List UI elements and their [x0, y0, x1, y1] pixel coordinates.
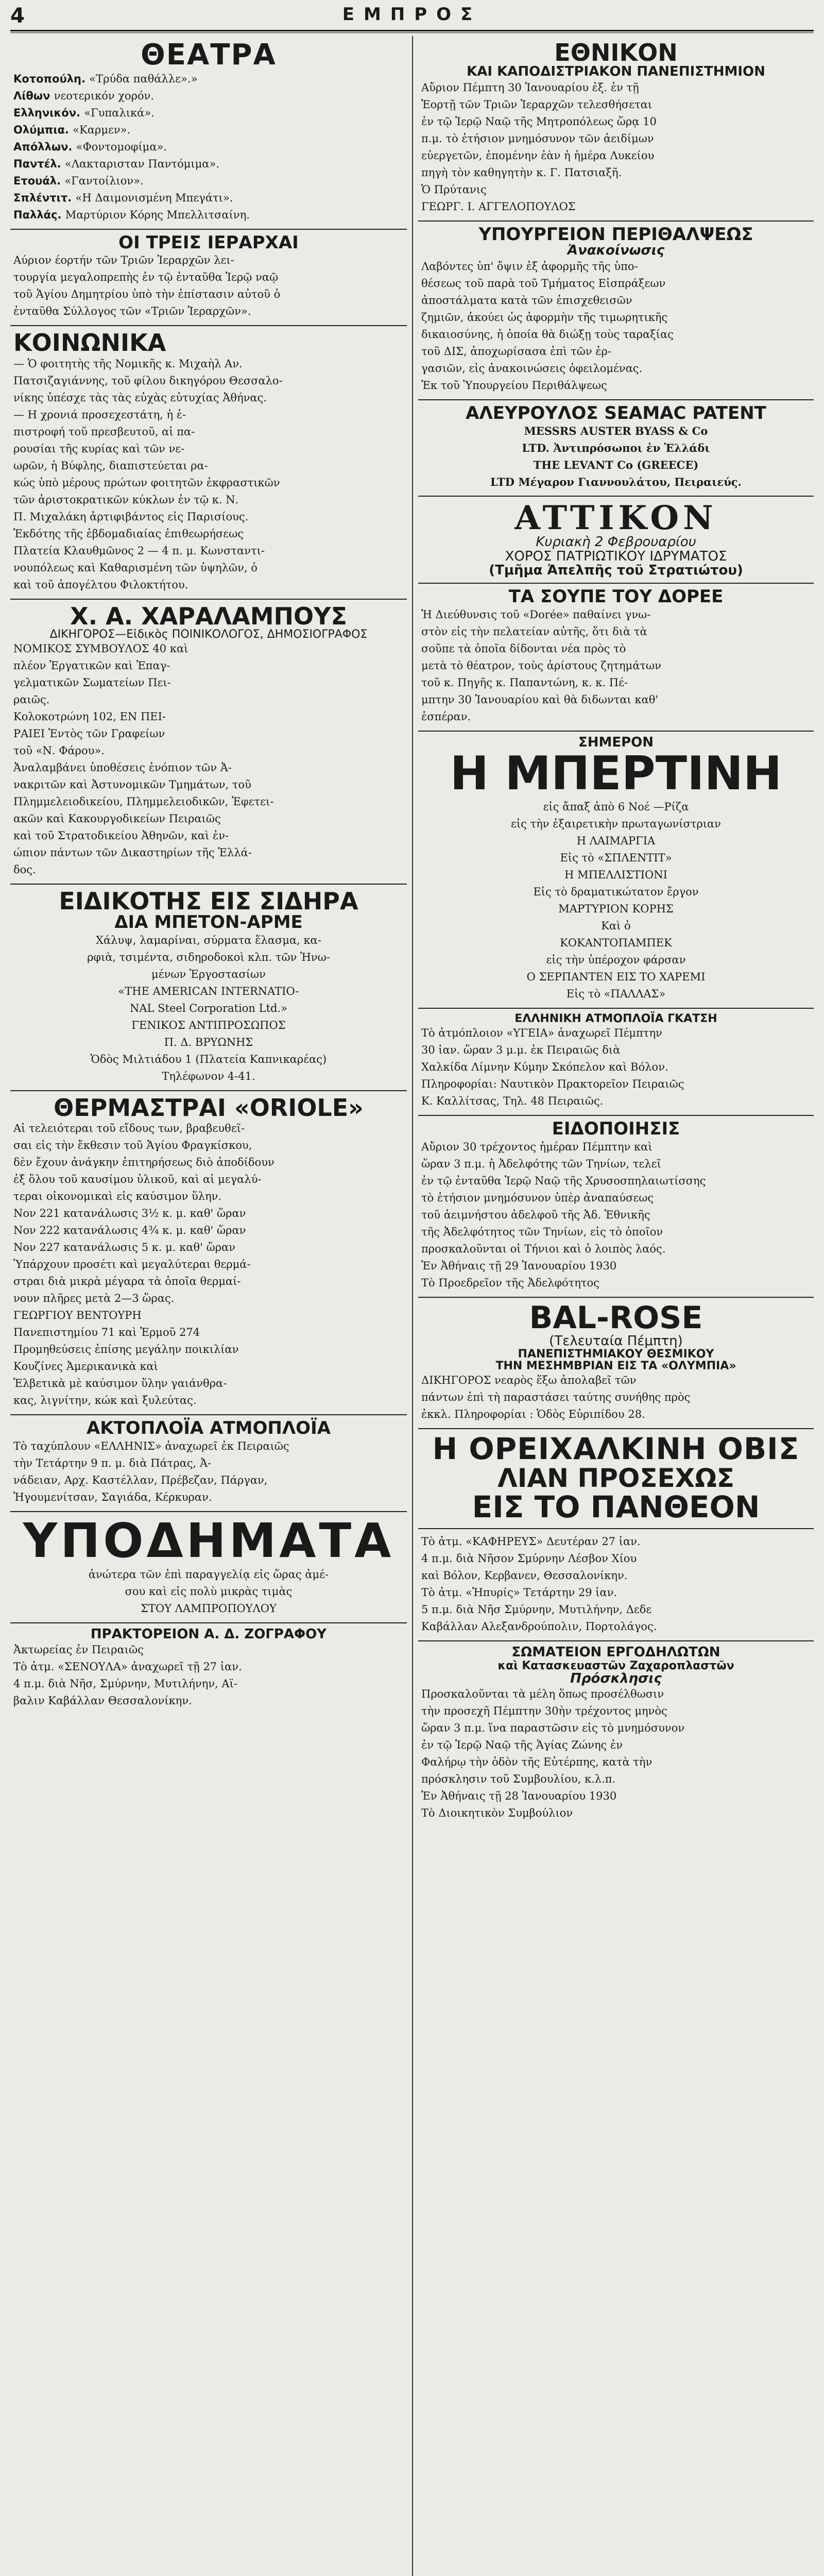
text-line: LTD. Ἀντιπρόσωποι ἐν Ἑλλάδι [522, 442, 710, 455]
balrose-section [418, 1298, 814, 1429]
text-line: νακριτῶν καὶ Ἀστυνομικῶν Τμημάτων, τοῦ [13, 778, 251, 791]
oreixalkini-soon: ΛΙΑΝ ΠΡΟΣΕΧΩΣ [497, 1463, 734, 1493]
aktoploia-section [10, 1415, 407, 1512]
text-line: νάδειαν, Αρχ. Καστέλλαν, Πρέβεζαν, Πάργαν, [13, 1474, 268, 1487]
theatre-show: «Τρύδα παθάλλε».» [89, 72, 198, 85]
text-line: ἐν τῷ ἐνταῦθα Ἱερῷ Ναῷ τῆς Χρυσοσπηλαιωτίσσης [421, 1174, 706, 1187]
text-line: ἀποστάλματα κατὰ τῶν ἐπισχεθεισῶν [421, 294, 632, 307]
ypourgeion-title: ΥΠΟΥΡΓΕΙΟΝ ΠΕΡΙΘΑΛΨΕΩΣ [478, 224, 753, 245]
text-line: ΓΕΩΡΓΙΟΥ ΒΕΝΤΟΥΡΗ [13, 1309, 142, 1322]
text-line: ΓΕΩΡΓ. Ι. ΑΓΓΕΛΟΠΟΥΛΟΣ [421, 200, 576, 213]
text-line: τὸ ἐτήσιον μνημόσυνον ὑπὲρ ἀναπαύσεως [421, 1191, 654, 1204]
text-line: Λαβόντες ὑπ' ὄψιν ἐξ ἀφορμῆς τῆς ὑπο- [421, 260, 638, 273]
text-line: 5 π.μ. διὰ Νῆσ Σμύρνην, Μυτιλήνην, Δεδε [421, 1603, 652, 1616]
text-line: εὐεργετῶν, ἐπομένην ἐὰν ἡ ἡμέρα Λυκείου [421, 149, 655, 162]
text-line: — Ὁ φοιτητὴς τῆς Νομικῆς κ. Μιχαὴλ Αν. [13, 357, 243, 370]
text-line: ΚΟΚΑΝΤΟΠΑΜΠΕΚ [560, 936, 672, 949]
theatre-show: «Λακταρισταν Παντόμιμα». [64, 157, 220, 170]
text-line: ἀνώτερα τῶν ἐπὶ παραγγελίᾳ εἰς ὥρας ἀμέ- [88, 1568, 329, 1581]
text-line: σου καὶ εἰς πολὺ μικρὰς τιμὰς [125, 1585, 293, 1598]
text-line: στὸν εἰς τὴν πελατείαν αὐτῆς, ὅτι διὰ τὰ [421, 625, 647, 638]
text-line: σοῦπε τὰ ὁποῖα δίδονται νέα πρὸς τὸ [421, 642, 626, 655]
text-line: ὥραν 3 π.μ. ἵνα παραστῶσιν εἰς τὸ μνημόσυνον [421, 1722, 685, 1735]
text-line: Εἰς τὸ «ΣΠΛΕΝΤΙΤ» [560, 851, 672, 864]
somateion-text [421, 1686, 811, 1822]
text-line: Ἡγουμενίτσαν, Σαγιάδα, Κέρκυραν. [13, 1491, 212, 1504]
theatra-section [10, 36, 407, 230]
text-line: ζημιῶν, ἀκούει ὡς ἀφορμὴν τῆς τιμωρητικῆς [421, 311, 668, 324]
text-line: βαλιν Καβάλλαν Θεσσαλονίκην. [13, 1694, 192, 1707]
soupes-section [418, 584, 814, 732]
alevizos-section [418, 400, 814, 497]
text-line: Τὸ Διοικητικὸν Συμβούλιον [421, 1807, 573, 1820]
theatre-show: «Η Δαιμονισμένη Μπεγάτι». [75, 191, 233, 204]
theatre-entry [13, 71, 404, 88]
theatre-venue: Παλλάς. [13, 208, 65, 221]
text-line: μπτην 30 Ἰανουαρίου καὶ θὰ διδωνται καθ' [421, 693, 659, 706]
eidikotis-title: ΕΙΔΙΚΟΤΗΣ ΕΙΣ ΣΙΔΗΡΑ [59, 887, 358, 916]
text-line: Κουζίνες Ἀμερικανικὰ καὶ [13, 1360, 158, 1373]
theatre-show: «Γαντοίλιον». [64, 174, 144, 187]
balrose-text [421, 1372, 811, 1423]
alevizos-text [421, 422, 811, 490]
soupes-text [421, 606, 811, 725]
text-line: Πληροφορίαι: Ναυτικὸν Πρακτορεῖον Πειραιῶς [421, 1077, 684, 1090]
oreixalkini-venue: ΕΙΣ ΤΟ ΠΑΝΘΕΟΝ [472, 1489, 760, 1525]
text-line: ἐνταῦθα Σύλλογος τῶν «Τριῶν Ἱεραρχῶν». [13, 305, 251, 318]
theatre-show: «Καρμεν». [73, 123, 131, 136]
theatre-venue: Παντέλ. [13, 157, 65, 170]
text-line: Ὁδὸς Μιλτιάδου 1 (Πλατεία Καπνικαρέας) [90, 1053, 327, 1066]
panellinios-section [418, 1529, 814, 1641]
treis-ierarxai-text [13, 252, 404, 320]
thermastrai-title: ΘΕΡΜΑΣΤΡΑΙ «ORIOLE» [54, 1094, 364, 1122]
text-line: ΓΕΝΙΚΟΣ ΑΝΤΙΠΡΟΣΩΠΟΣ [131, 1019, 286, 1032]
aktoploia-text [13, 1438, 404, 1506]
text-line: ΣΤΟΥ ΛΑΜΠΡΟΠΟΥΛΟΥ [141, 1602, 277, 1615]
eidopoiisis-title: ΕΙΔΟΠΟΙΗΣΙΣ [552, 1118, 680, 1139]
oreixalkini-title: Η ΟΡΕΙΧΑΛΚΙΝΗ ΟΒΙΣ [432, 1431, 800, 1467]
text-line: ἐκκλ. Πληροφορίαι : Ὁδὸς Εὐριπίδου 28. [421, 1408, 645, 1421]
text-line: Τὸ ἀτμόπλοιον «ΥΓΕΙΑ» ἀναχωρεῖ Πέμπτην [421, 1026, 662, 1039]
text-line: τὴν προσεχῆ Πέμπτην 30ὴν τρέχοντος μηνὸς [421, 1705, 667, 1718]
eidikotis-subtitle: ΔΙΑ ΜΠΕΤΟΝ-ΑΡΜΕ [114, 912, 303, 933]
text-line: τοῦ «Ν. Φάρου». [13, 744, 105, 757]
text-line: ΔΙΚΗΓΟΡΟΣ νεαρὸς ἕξω ἀπολαβεῖ τῶν [421, 1374, 637, 1387]
text-line: πηγὴ τὸν καθηγητὴν κ. Γ. Πατσιαξῆ. [421, 166, 622, 179]
text-line: κώς ὑπὸ μέρους πρώτων φοιτητῶν ἐκφραστικῶν [13, 476, 280, 489]
text-line: NAL Steel Corporation Ltd.» [130, 1002, 287, 1015]
text-line: Αἱ τελειότεραι τοῦ εἴδους των, βραβευθεῖ- [13, 1122, 245, 1135]
text-line: Πλημμελειοδικείου, Πλημμελειοδικῶν, Ἐφετει- [13, 795, 274, 808]
text-line: νουν πλῆρες μετὰ 2—3 ὥρας. [13, 1292, 175, 1305]
text-line: τεραι οἰκονομικαὶ εἰς καύσιμον ὕλην. [13, 1190, 222, 1203]
oreixalkini-section [418, 1429, 814, 1529]
text-line: Νον 227 κατανάλωσις 5 κ. μ. καθ' ὥραν [13, 1241, 236, 1254]
thermastrai-section [10, 1091, 407, 1415]
text-line: Καὶ ὁ [601, 919, 631, 932]
text-line: ρφιὰ, τσιμέντα, σιδηροδοκοὶ κλπ. τῶν Ἡνω- [87, 951, 330, 964]
text-line: εἰς τὴν ὑπέροχον φάρσαν [546, 953, 686, 966]
text-line: ρουσίαι τῆς κυρίας καὶ τῶν νε- [13, 442, 185, 455]
simeron-label: ΣΗΜΕΡΟΝ [578, 735, 654, 751]
text-line: Αὔριον 30 τρέχοντος ἡμέραν Πέμπτην καὶ [421, 1140, 653, 1153]
text-line: Ὑπάρχουν προσέτι καὶ μεγαλύτεραι θερμά- [13, 1258, 251, 1271]
text-line: Πατσιζαγιάννης, τοῦ φίλου δικηγόρου Θεσσαλο- [13, 374, 283, 387]
theatre-entry [13, 105, 404, 122]
theatra-list [13, 71, 404, 224]
text-line: θέσεως τοῦ παρὰ τοῦ Τμήματος Εἰσπράξεων [421, 277, 666, 290]
text-line: Πλατεία Κλαυθμῶνος 2 — 4 π. μ. Κωνσταντι- [13, 544, 265, 557]
text-line: Εἰς τὸ «ΠΑΛΛΑΣ» [566, 987, 666, 1000]
treis-ierarxai-section [10, 230, 407, 327]
ypodimata-section [10, 1512, 407, 1623]
theatre-venue: Ελληνικόν. [13, 106, 84, 119]
praktoreion-text [13, 1641, 404, 1709]
text-line: Τὸ ἀτμ. «Ἡπυρίς» Τετάρτην 29 ἰαν. [421, 1586, 617, 1599]
text-line: Τὸ ἀτμ. «ΚΑΦΗΡΕΥΣ» Δευτέραν 27 ἰαν. [421, 1535, 641, 1548]
theatre-venue: Σπλέντιτ. [13, 191, 76, 204]
text-line: πιστροφή τοῦ πρεσβευτοῦ, αἱ πα- [13, 425, 195, 438]
text-line: ΡΑΙΕΙ Ἐντὸς τῶν Γραφείων [13, 727, 165, 740]
elliniki-atmoploia-section [418, 1009, 814, 1116]
eidopoiisis-text [421, 1139, 811, 1292]
attikon-event: ΧΟΡΟΣ ΠΑΤΡΙΩΤΙΚΟΥ ΙΔΡΥΜΑΤΟΣ [505, 548, 727, 564]
text-line: Ἐλβετικὰ μὲ καύσιμον ὕλην γαιάνθρα- [13, 1377, 227, 1390]
elliniki-atmoploia-title: ΕΛΛΗΝΙΚΗ ΑΤΜΟΠΛΟΪΑ ΓΚΑΤΣΗ [514, 1012, 717, 1025]
text-line: τοῦ ΔΙΣ, ἀποχωρίσασα ἐπὶ τῶν ἐρ- [421, 345, 611, 358]
balrose-organizer: ΠΑΝΕΠΙΣΤΗΜΙΑΚΟΥ ΘΕΣΜΙΚΟΥ [518, 1347, 714, 1361]
text-line: δικαιοσύνης, ἡ ὁποία θὰ διώξῃ τοὺς ταραξίας [421, 328, 674, 341]
theatra-title: ΘΕΑΤΡΑ [141, 38, 277, 72]
text-line: καὶ Βόλον, Κερβανεν, Θεσσαλονίκην. [421, 1569, 628, 1582]
left-column [10, 36, 407, 2576]
text-line: δὲν ἔχουν ἀνάγκην ἐπιτηρήσεως διὸ ἀποδίδουν [13, 1156, 274, 1169]
text-line: ραιῶς. [13, 693, 50, 706]
theatre-show: «Φοντομοφίμα». [76, 140, 167, 153]
eidopoiisis-section [418, 1116, 814, 1298]
balrose-title: BAL-ROSE [529, 1299, 703, 1336]
text-line: π.μ. τὸ ἐτήσιον μνημόσυνον τῶν ἀειδίμων [421, 132, 654, 145]
panellinios-text [421, 1533, 811, 1635]
theatre-entry [13, 139, 404, 156]
text-line: Τὸ ταχύπλουν «ΕΛΛΗΝΙΣ» ἀναχωρεῖ ἐκ Πειραιῶς [13, 1440, 289, 1453]
text-line: προσκαλοῦνται οἱ Τήνιοι καὶ ὁ λοιπὸς λαός. [421, 1242, 666, 1255]
theatre-show: Μαρτύριον Κόρης Μπελλιτσαίνη. [65, 208, 250, 221]
ypodimata-text [13, 1566, 404, 1617]
masthead [10, 4, 814, 28]
text-line: MESSRS AUSTER BYASS & Co [524, 425, 708, 438]
text-line: τοῦ ἀειμνήστου ἀδελφοῦ τῆς Ἀδ. Ἐθνικῆς [421, 1208, 650, 1221]
text-line: Τηλέφωνον 4-41. [162, 1070, 255, 1083]
text-line: πλέον Ἐργατικῶν καὶ Ἐπαγ- [13, 659, 170, 672]
page-number: 4 [10, 4, 25, 28]
text-line: καὶ τοῦ Στρατοδικείου Ἀθηνῶν, καὶ ἐν- [13, 829, 229, 842]
ypourgeion-text [421, 258, 811, 394]
text-line: Ἑορτῇ τῶν Τριῶν Ἱεραρχῶν τελεσθήσεται [421, 98, 653, 111]
text-line: Προμηθεύσεις ἐπίσης μεγάλην ποικιλίαν [13, 1343, 239, 1356]
ypourgeion-subtitle: Ἀνακοίνωσις [567, 243, 665, 259]
aktoploia-title: ΑΚΤΟΠΛΟΪΑ ΑΤΜΟΠΛΟΪΑ [86, 1418, 331, 1439]
text-line: Αὔριον Πέμπτη 30 Ἰανουαρίου ἐξ. ἐν τῇ [421, 81, 639, 94]
praktoreion-title: ΠΡΑΚΤΟΡΕΙΟΝ Α. Δ. ΖΟΓΡΑΦΟΥ [90, 1626, 327, 1642]
text-line: ἑσπέραν. [421, 710, 471, 723]
text-line: Προσκαλοῦνται τὰ μέλη ὅπως προσέλθωσιν [421, 1688, 664, 1701]
text-line: τουργία μεγαλοπρεπὴς ἐν τῷ ἐνταῦθα Ἱερῷ ναῷ [13, 271, 279, 284]
attikon-note: (Τμῆμα Ἀπελπῆς τοῦ Στρατιώτου) [489, 563, 743, 579]
theatre-venue: Κοτοπούλη. [13, 72, 90, 85]
kharalampous-subtitle: ΔΙΚΗΓΟΡΟΣ—Εἰδικὸς ΠΟΙΝΙΚΟΛΟΓΟΣ, ΔΗΜΟΣΙΟΓΡΑΦΟΣ [49, 628, 368, 641]
text-line: μένων Ἐργοστασίων [151, 968, 266, 981]
text-line: γασιῶν, εἰς ἀνακοινώσεις ὀφειλομένας. [421, 362, 643, 375]
kharalampous-text [13, 640, 404, 878]
text-line: Κολοκοτρώνη 102, ΕΝ ΠΕΙ- [13, 710, 166, 723]
text-line: ΝΟΜΙΚΟΣ ΣΥΜΒΟΥΛΟΣ 40 καὶ [13, 642, 188, 655]
ethnikon-section [418, 36, 814, 222]
text-line: γελματικῶν Σωματείων Πει- [13, 676, 171, 689]
theatre-venue: Ετουάλ. [13, 174, 65, 187]
text-line: Π. Μιχαλάκη ἀρτιφιβάντος εἰς Παρισίους. [13, 510, 249, 523]
text-line: πρόσκλησιν τοῦ Συμβουλίου, κ.λ.π. [421, 1773, 616, 1786]
text-line: νίκης ὑπέσχε τὰς τὰς εὐχὰς εὐτυχίας Ἀθήνας. [13, 391, 267, 404]
text-line: — Η χρονιά προσεχεστάτη, ἡ ἐ- [13, 408, 186, 421]
theatre-entry [13, 156, 404, 173]
kharalampous-section [10, 600, 407, 885]
text-line: 30 ἰαν. ὥραν 3 μ.μ. ἐκ Πειραιῶς διὰ [421, 1043, 621, 1056]
simeron-section [418, 732, 814, 1009]
elliniki-atmoploia-text [421, 1025, 811, 1110]
simeron-title: Η ΜΠΕΡΤΙΝΗ [450, 747, 782, 801]
text-line: 4 π.μ. διὰ Νῆσ, Σμύρνην, Μυτιλήνην, Αϊ- [13, 1677, 237, 1690]
text-line: ακῶν καὶ Κακουργοδικείων Πειραιῶς [13, 812, 221, 825]
theatre-venue: Ολύμπια. [13, 123, 73, 136]
text-line: τὴν Τετάρτην 9 π. μ. διὰ Πάτρας, Ἀ- [13, 1457, 212, 1470]
text-line: μετὰ τὸ θέατρον, τοὺς ἀρίστους ζητημάτων [421, 659, 661, 672]
text-line: σαι εἰς τὴν ἔκθεσιν τοῦ Ἁγίου Φραγκίσκου, [13, 1139, 252, 1152]
text-line: τοῦ Ἁγίου Δημητρίου ὑπὸ τὴν ἐπίστασιν αὐτοῦ ὁ [13, 288, 281, 301]
somateion-subtitle: Πρόσκλησις [570, 1670, 662, 1686]
text-line: τῶν ἀριστοκρατικῶν κύκλων ἐν τῷ κ. Ν. [13, 493, 239, 506]
text-line: εἰς ἄπαξ ἀπὸ 6 Νοέ —Ρίζα [543, 800, 689, 813]
attikon-section [418, 497, 814, 584]
text-line: Αύριον έορτήν τῶν Τριῶν Ἱεραρχῶν λει- [13, 254, 234, 267]
text-line: νουπόλεως καὶ Καθαρισμένη τῶν ὑψηλῶν, ὁ [13, 561, 258, 574]
text-line: Νον 221 κατανάλωσις 3½ κ. μ. καθ' ὥραν [13, 1207, 246, 1220]
text-line: ἐξ ὅλου τοῦ καυσίμου ὑλικοῦ, καὶ αἱ μεγαλύ- [13, 1173, 262, 1186]
attikon-date: Κυριακὴ 2 Φεβρουαρίου [536, 534, 696, 550]
theatre-entry [13, 88, 404, 105]
soupes-title: ΤΑ ΣΟΥΠΕ ΤΟΥ ΔΟΡΕΕ [508, 586, 724, 607]
text-line: ωρῶν, ἡ Βύφλης, διαπιστεύεται ρα- [13, 459, 208, 472]
theatre-entry [13, 207, 404, 224]
ethnikon-title: ΕΘΝΙΚΟΝ [554, 39, 678, 66]
text-line: ὥραν 3 π.μ. ἡ Ἀδελφότης τῶν Τηνίων, τελεῖ [421, 1157, 661, 1170]
text-line: Π. Δ. ΒΡΥΩΝΗΣ [164, 1036, 253, 1049]
simeron-text [421, 799, 811, 1003]
text-line: Ἐκ τοῦ Ὑπουργείου Περιθάλψεως [421, 379, 607, 392]
text-line: 4 π.μ. διὰ Νῆσον Σμύρνην Λέσβον Χίου [421, 1552, 637, 1565]
text-line: Χάλυψ, λαμαρίναι, σύρματα ἕλασμα, κα- [96, 934, 321, 947]
text-line: Νον 222 κατανάλωσις 4¾ κ. μ. καθ' ὥραν [13, 1224, 246, 1237]
attikon-title: ATTIKON [514, 499, 717, 538]
column-divider [412, 36, 413, 2576]
ethnikon-subtitle: ΚΑΙ ΚΑΠΟΔΙΣΤΡΙΑΚΟΝ ΠΑΝΕΠΙΣΤΗΜΙΟΝ [467, 64, 765, 80]
text-line: Ο ΣΕΡΠΑΝΤΕΝ ΕΙΣ ΤΟ ΧΑΡΕΜΙ [526, 970, 706, 983]
text-line: ΜΑΡΤΥΡΙΟΝ ΚΟΡΗΣ [558, 902, 674, 915]
masthead-rule [10, 30, 814, 33]
text-line: εἰς τὴν ἐξαιρετικὴν πρωταγωνίστριαν [511, 817, 721, 830]
balrose-venue: ΤΗΝ ΜΕΣΗΜΒΡΙΑΝ ΕΙΣ ΤΑ «ΟΛΥΜΠΙΑ» [495, 1360, 736, 1372]
eidikotis-text [13, 932, 404, 1085]
text-line: τοῦ κ. Πηγῆς κ. Παπαντώνη, κ. κ. Πέ- [421, 676, 628, 689]
text-line: Ἀναλαμβάνει ὑποθέσεις ἐνόπιον τῶν Ἀ- [13, 761, 232, 774]
thermastrai-text [13, 1120, 404, 1409]
theatre-entry [13, 122, 404, 139]
text-line: Φαλήρῳ τὴν ὁδὸν τῆς Εὐτέρπης, κατὰ τὴν [421, 1756, 653, 1769]
text-line: Η ΜΠΕΛΛΙΣΤΙΟΝΙ [564, 868, 667, 881]
text-line: πάντων ἐπὶ τὴ παραστάσει ταύτης συνήθης πρὸς [421, 1391, 691, 1404]
text-line: Ἐκδότης τῆς ἐβδομαδιαίας ἐπιθεωρήσεως [13, 527, 244, 540]
text-line: Η ΛΑΙΜΑΡΓΙΑ [576, 834, 656, 847]
text-line: Ἐν Ἀθήναις τῇ 28 Ἰανουαρίου 1930 [421, 1790, 617, 1803]
somateion-title2: καὶ Κατασκευαστῶν Ζαχαροπλαστῶν [497, 1659, 734, 1672]
koinonika-text [13, 355, 404, 594]
text-line: THE LEVANT Co (GREECE) [533, 459, 699, 472]
somateion-title: ΣΩΜΑΤΕΙΟΝ ΕΡΓΟΔΗΛΩΤΩΝ [511, 1645, 720, 1660]
text-line: τῆς Ἀδελφότητος τῶν Τηνίων, εἰς τὸ ὁποῖον [421, 1225, 663, 1238]
theatre-show: νεοτερικόν χορόν. [54, 89, 154, 102]
ethnikon-text [421, 79, 811, 215]
text-line: Χαλκίδα Λίμνην Κύμην Σκόπελον καὶ Βόλον. [421, 1060, 668, 1073]
theatre-entry [13, 190, 404, 207]
somateion-section [418, 1641, 814, 1827]
text-line: Κ. Καλλίτσας, Τηλ. 48 Πειραιῶς. [421, 1094, 604, 1107]
text-line: ώπιον πάντων τῶν Δικαστηρίων τῆς Ἑλλά- [13, 846, 252, 859]
text-line: «THE AMERICAN INTERNATIO- [118, 985, 299, 998]
text-line: Τὸ ἀτμ. «ΣΕΝΟΥΛΑ» ἀναχωρεῖ τῇ 27 ἰαν. [13, 1660, 242, 1673]
text-line: LTD Μέγαρον Γιαννουλάτου, Πειραιεύς. [490, 476, 742, 489]
text-line: δος. [13, 863, 36, 876]
text-line: ἐν τῷ Ἱερῷ Ναῷ τῆς Μητροπόλεως ὥρᾳ 10 [421, 115, 657, 128]
text-line: ἐν τῷ Ἱερῷ Ναῷ τῆς Ἁγίας Ζώνης ἐν [421, 1739, 623, 1752]
koinonika-section [10, 326, 407, 599]
text-line: Ἡ Διεύθυνσις τοῦ «Dorée» παθαίνει γνω- [421, 608, 651, 621]
text-line: καὶ τοῦ ἀπογέλτου Φιλοκτήτου. [13, 578, 188, 591]
text-line: Καβάλλαν Αλεξανδρούπολιν, Πορτολάγος. [421, 1620, 657, 1633]
theatre-entry [13, 173, 404, 190]
ypodimata-title: ΥΠΟΔΗΜΑΤΑ [23, 1513, 394, 1569]
treis-ierarxai-title: ΟΙ ΤΡΕΙΣ ΙΕΡΑΡΧΑΙ [118, 232, 299, 253]
text-line: Ἐν Ἀθήναις τῇ 29 Ἰανουαρίου 1930 [421, 1259, 617, 1272]
praktoreion-section [10, 1623, 407, 1715]
text-line: Ὁ Πρύτανις [421, 183, 487, 196]
ypourgeion-section [418, 222, 814, 400]
eidikotis-section [10, 885, 407, 1091]
balrose-subtitle: (Τελευταία Πέμπτη) [549, 1333, 683, 1349]
text-line: στραι διὰ μικρὰ μέγαρα τὰ ὁποῖα θερμαί- [13, 1275, 241, 1288]
theatre-venue: Λίθων [13, 89, 54, 102]
newspaper-title: ΕΜΠΡΟΣ [342, 4, 482, 25]
theatre-show: «Γυπαλικά». [84, 106, 154, 119]
text-line: Εἰς τὸ δραματικώτατον ἔργον [533, 885, 699, 898]
alevizos-title: ΑΛΕΥΡΟΥΛΟΣ SEAMAC PATENT [466, 402, 766, 423]
right-column [418, 36, 814, 2576]
text-line: Τὸ Προεδρεῖον τῆς Ἀδελφότητος [421, 1276, 599, 1289]
kharalampous-title: Χ. Α. ΧΑΡΑΛΑΜΠΟΥΣ [70, 602, 347, 630]
text-line: κας, λιγνίτην, κώκ καὶ ξυλεύτας. [13, 1394, 197, 1407]
text-line: Ἀκτωρείας ἐν Πειραιῶς [13, 1643, 144, 1656]
koinonika-title: ΚΟΙΝΩΝΙΚΑ [13, 329, 166, 357]
theatre-venue: Απόλλων. [13, 140, 76, 153]
text-line: Πανεπιστημίου 71 καὶ Ἑρμοῦ 274 [13, 1326, 200, 1339]
